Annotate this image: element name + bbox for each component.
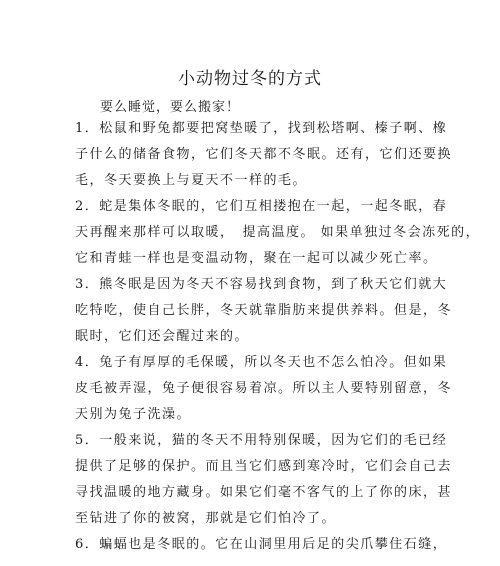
text-line: 2．蛇是集体冬眠的，它们互相搂抱在一起，一起冬眠，春 — [75, 199, 448, 214]
text-line: 天再醒来那样可以取暖， 提高温度。 如果单独过冬会冻死的， — [75, 225, 481, 240]
text-line: 皮毛被弄湿，兔子便很容易着凉。所以主人要特别留意，冬 — [75, 381, 453, 396]
text-line: 提供了足够的保护。而且当它们感到寒冷时，它们会自己去 — [75, 459, 453, 474]
text-line: 1．松鼠和野兔都要把窝垫暖了，找到松塔啊、榛子啊、橡 — [75, 121, 448, 136]
text-line: 4．兔子有厚厚的毛保暖，所以冬天也不怎么怕冷。但如果 — [75, 355, 448, 370]
text-line: 6．蝙蝠也是冬眠的。它在山洞里用后足的尖爪攀住石缝， — [75, 537, 448, 552]
text-line: 至钻进了你的被窝，那就是它们怕冷了。 — [75, 511, 337, 526]
text-line: 它和青蛙一样也是变温动物，聚在一起可以减少死亡率。 — [75, 251, 438, 266]
body-text — [75, 116, 481, 558]
intro-line: 要么睡觉，要么搬家！ — [100, 100, 241, 115]
document-title: 小动物过冬的方式 — [178, 69, 322, 89]
text-line: 子什么的储备食物，它们冬天都不冬眠。还有，它们还要换 — [75, 147, 453, 162]
text-line: 5．一般来说，猫的冬天不用特别保暖，因为它们的毛已经 — [75, 433, 448, 448]
text-line: 寻找温暖的地方藏身。如果它们毫不客气的上了你的床，甚 — [75, 485, 453, 500]
text-line: 天别为兔子洗澡。 — [75, 407, 192, 422]
text-line: 毛，冬天要换上与夏天不一样的毛。 — [75, 173, 308, 188]
text-line: 吃特吃，使自己长胖，冬天就靠脂肪来提供养料。但是，冬 — [75, 303, 453, 318]
text-line: 3．熊冬眠是因为冬天不容易找到食物，到了秋天它们就大 — [75, 277, 448, 292]
text-line: 眠时，它们还会醒过来的。 — [75, 329, 250, 344]
